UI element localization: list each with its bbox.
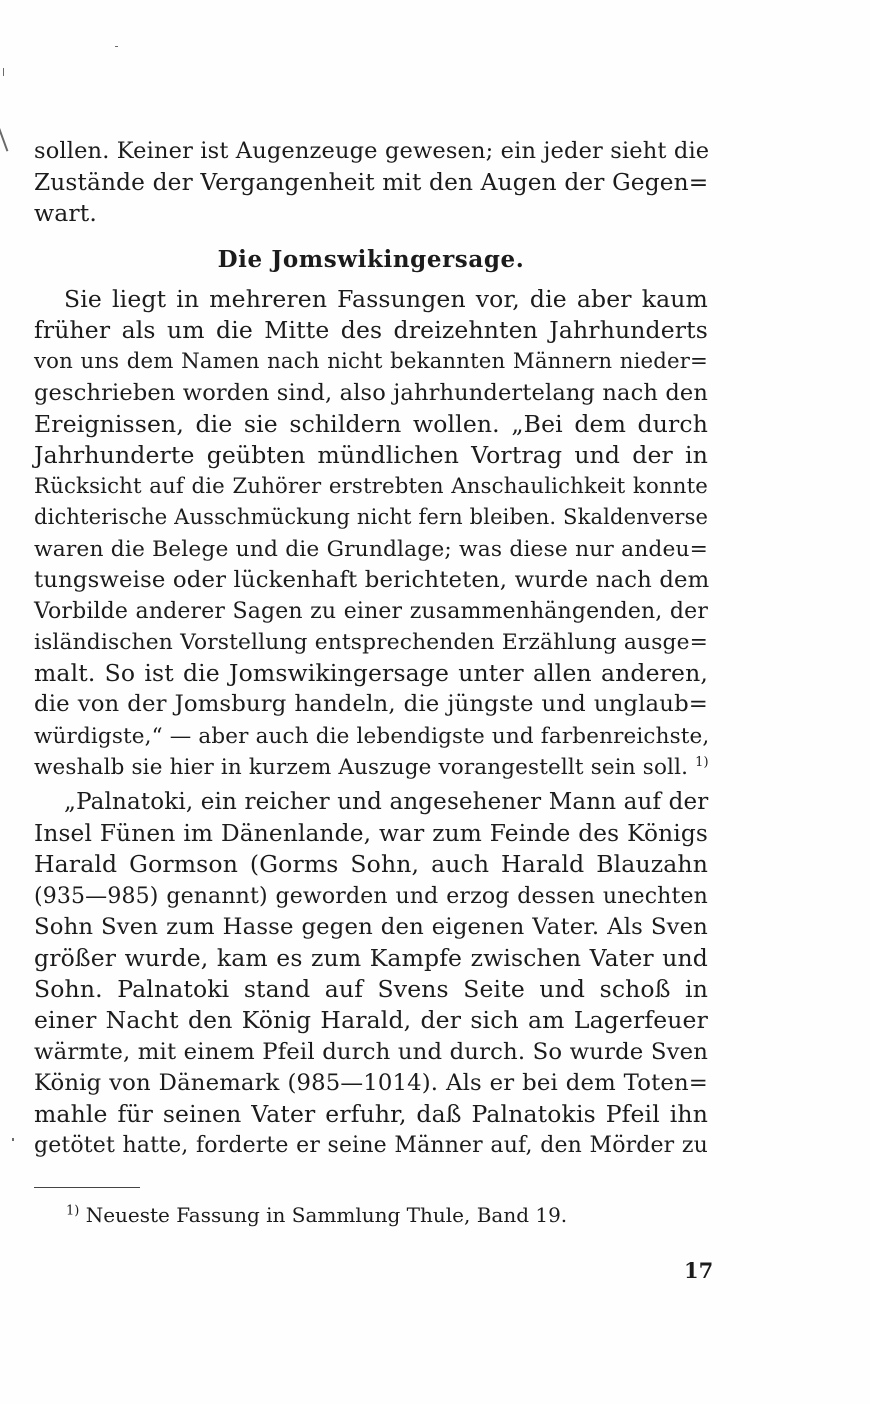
footnote-text: Neueste Fassung in Sammlung Thule, Band 19. [85, 1203, 568, 1227]
text-line: einer Nacht den König Harald, der sich am Lagerfeuer [34, 1006, 708, 1035]
text-line: Harald Gormson (Gorms Sohn, auch Harald Blauzahn [34, 850, 708, 879]
text-line: Jahrhunderte geübten mündlichen Vortrag und der in [34, 440, 708, 469]
text-line: Vorbilde anderer Sagen zu einer zusammenhängenden, der [34, 598, 708, 624]
footnote [66, 1200, 567, 1230]
text-line: Ereignissen, die sie schildern wollen. „Bei dem durch [34, 409, 708, 438]
text-line: früher als um die Mitte des dreizehnten Jahrhunderts [34, 316, 708, 345]
text-line: waren die Belege und die Grundlage; was diese nur andeu= [34, 536, 708, 562]
scan-mark [12, 1138, 14, 1141]
text-line: größer wurde, kam es zum Kampfe zwischen Vater und [34, 943, 708, 972]
text-line: wart. [34, 199, 98, 228]
paragraph-2 [34, 787, 708, 1161]
text-line: Sohn Sven zum Hasse gegen den eigenen Vater. Als Sven [34, 913, 708, 940]
text-line: Zustände der Vergangenheit mit den Augen der Gegen= [34, 169, 709, 197]
text-line-content: weshalb sie hier in kurzem Auszuge vorangestellt sein soll. [34, 754, 689, 780]
text-line: Rücksicht auf die Zuhörer erstrebten Anschaulichkeit konnte [34, 474, 708, 500]
text-line: von uns dem Namen nach nicht bekannten Männern nieder= [34, 349, 708, 375]
text-line: „Palnatoki, ein reicher und angesehener Mann auf der [64, 789, 709, 815]
text-line: mahle für seinen Vater erfuhr, daß Palnatokis Pfeil ihn [34, 1099, 708, 1128]
page-number: 17 [684, 1258, 714, 1283]
text-line: isländischen Vorstellung entsprechenden Erzählung ausge= [34, 630, 708, 656]
text-block-continuation [34, 136, 708, 230]
text-line: die von der Jomsburg handeln, die jüngste und unglaub= [34, 691, 708, 718]
text-line-with-footnote [34, 752, 708, 783]
text-line: sollen. Keiner ist Augenzeuge gewesen; ein jeder sieht die [34, 138, 710, 164]
text-line: Insel Fünen im Dänenlande, war zum Feinde des Königs [34, 820, 708, 848]
text-line: König von Dänemark (985—1014). Als er bei dem Toten= [34, 1069, 708, 1096]
section-heading: Die Jomswikingersage. [217, 246, 525, 273]
text-line: Sie liegt in mehreren Fassungen vor, die aber kaum [64, 285, 708, 313]
text-line: dichterische Ausschmückung nicht fern bleiben. Skaldenverse [34, 505, 709, 530]
scan-mark [0, 126, 8, 151]
text-line: Sohn. Palnatoki stand auf Svens Seite und schoß in [34, 975, 708, 1004]
text-line: getötet hatte, forderte er seine Männer auf, den Mörder zu [34, 1133, 708, 1159]
paragraph-1 [34, 284, 708, 783]
text-line: geschrieben worden sind, also jahrhundertelang nach den [34, 379, 708, 406]
footnote-reference: 1) [695, 754, 709, 770]
text-line: (935—985) genannt) geworden und erzog dessen unechten [34, 883, 708, 909]
footnote-marker: 1) [66, 1203, 80, 1219]
text-line: tungsweise oder lückenhaft berichteten, wurde nach dem [34, 566, 710, 593]
footnote-separator [34, 1187, 140, 1188]
text-line: wärmte, mit einem Pfeil durch und durch. So wurde Sven [34, 1038, 708, 1065]
text-line: würdigste,“ — aber auch die lebendigste und farbenreichste, [34, 723, 710, 749]
scan-mark [115, 46, 118, 47]
scan-mark [3, 68, 4, 76]
text-line: malt. So ist die Jomswikingersage unter allen anderen, [34, 659, 708, 688]
